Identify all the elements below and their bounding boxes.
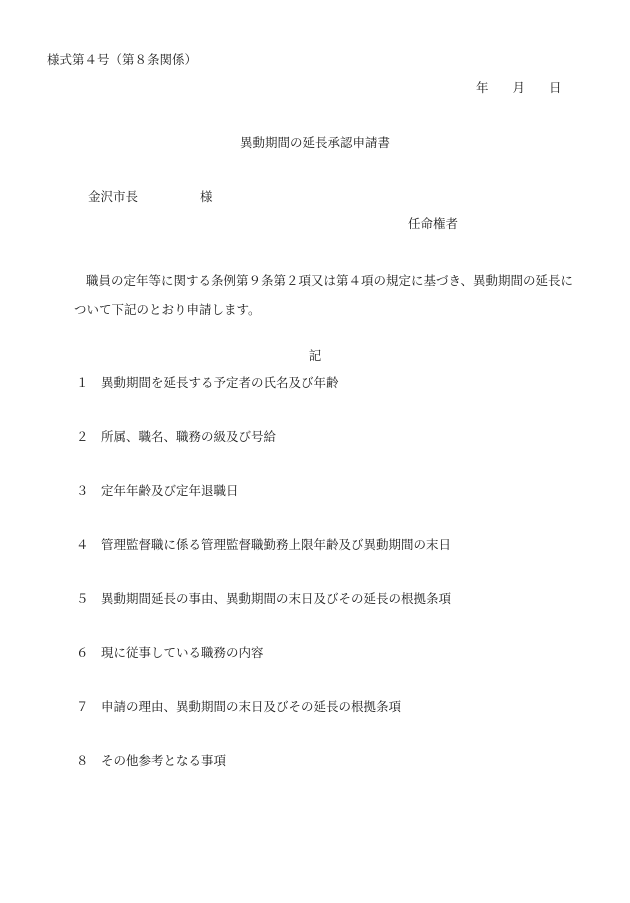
item-number: ８ (76, 753, 89, 768)
date-month-label: 月 (512, 80, 526, 95)
list-item (76, 431, 276, 444)
item-number: ２ (76, 429, 89, 444)
item-number: ４ (76, 537, 89, 552)
item-text: 異動期間延長の事由、異動期間の末日及びその延長の根拠条項 (101, 591, 452, 606)
item-number: ７ (76, 699, 89, 714)
list-item (76, 593, 451, 606)
date-day-label: 日 (549, 80, 562, 95)
body-paragraph: 職員の定年等に関する条例第９条第２項又は第４項の規定に基づき、異動期間の延長について下記のとおり申請します。 (74, 273, 574, 317)
item-number: ３ (76, 483, 89, 498)
item-text: 所属、職名、職務の級及び号給 (101, 429, 277, 444)
addressee-honorific: 様 (200, 189, 213, 204)
item-text: 定年年齢及び定年退職日 (101, 483, 239, 498)
item-text: 異動期間を延長する予定者の氏名及び年齢 (101, 375, 339, 390)
item-number: ５ (76, 591, 89, 606)
ki-heading: 記 (308, 348, 322, 363)
item-text: その他参考となる事項 (101, 753, 227, 768)
item-number: ６ (76, 645, 89, 660)
list-item (76, 647, 264, 660)
item-text: 現に従事している職務の内容 (101, 645, 264, 660)
list-item (76, 377, 339, 390)
addressee (88, 191, 213, 204)
item-text: 申請の理由、異動期間の末日及びその延長の根拠条項 (101, 699, 402, 714)
date-line (476, 82, 562, 95)
date-year-label: 年 (476, 80, 489, 95)
list-item (76, 539, 451, 552)
document-title: 異動期間の延長承認申請書 (239, 135, 390, 150)
item-text: 管理監督職に係る管理監督職勤務上限年齢及び異動期間の末日 (101, 537, 452, 552)
list-item (76, 755, 226, 768)
addressee-name: 金沢市長 (88, 189, 139, 204)
list-item (76, 701, 401, 714)
form-number: 様式第４号（第８条関係） (47, 52, 198, 67)
list-item (76, 485, 239, 498)
item-number: １ (76, 375, 89, 390)
applicant-label: 任命権者 (408, 216, 459, 231)
